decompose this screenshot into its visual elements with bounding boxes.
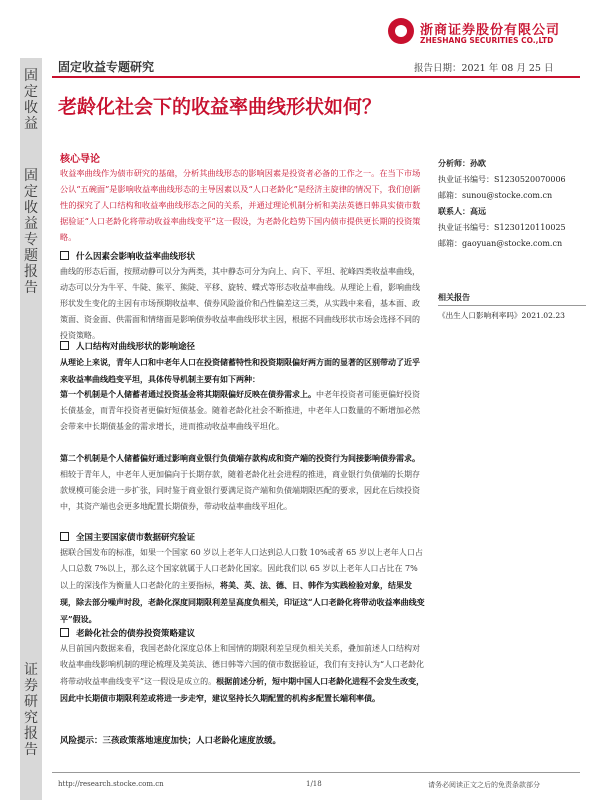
- sidebar-label-fixed-income: 固定收益: [24, 68, 38, 132]
- footer-url[interactable]: http://research.stocke.com.cn: [58, 780, 164, 788]
- section-heading-3: 全国主要国家债市数据研究验证: [60, 531, 195, 543]
- core-heading: 核心导论: [60, 154, 100, 165]
- header-divider: [52, 76, 580, 78]
- mechanism-1: 第一个机制是个人储蓄者通过投资基金将其期限偏好反映在债券需求上。中老年投资者可能更偏好投资长债基金，而青年投资者更偏好短债基金。随着老龄化社会不断推进，中老年人口数量的不断增加必然会带来中长期债基金的需求增长，进而推动收益率曲线平坦化。: [60, 389, 420, 431]
- report-date: 报告日期：2021 年 08 月 25 日: [414, 63, 554, 74]
- sidebar-label-report-type: 固定收益专题报告: [24, 168, 38, 296]
- mechanism-2: 第二个机制是个人储蓄偏好通过影响商业银行负债端存款构成和资产端的投资行为间接影响债券需求。相较于青年人，中老年人更加偏向于长期存款，随着老龄化社会进程的推进，商业银行负债端的长期存款规模可能会进一步扩张，同时鉴于商业银行要满足资产端和负债端期限匹配的要求，因此在后续投资中，其资产端也会更多地配置长期债券，带动收益率曲线平坦化。: [60, 453, 420, 511]
- related-divider: [438, 305, 586, 306]
- footer-disclaimer: 请务必阅读正文之后的免责条款部分: [428, 781, 540, 789]
- related-heading: 相关报告: [438, 293, 470, 302]
- section-heading-4: 老龄化社会的债券投资策略建议: [60, 627, 195, 639]
- analyst-email: 邮箱：sunou@stocke.com.cn: [438, 191, 553, 200]
- section-text-3: 据联合国发布的标准，如果一个国家 60 岁以上老年人口达到总人口数 10%或者 65 岁以上老年人口占人口总数 7%以上，那么这个国家就属于人口老龄化国家。因此我们以 65 岁以上老年人口占比在 7%以上的深浅作为衡量人口老龄化的主要指标，将美、英、法、德、日、韩作为实践检验对象，结果发现，除去部分噪声时段，老龄化深度同期限利差呈高度负相关，印证这“人口老龄化将带动收益率曲线变平”假设。: [60, 548, 425, 624]
- section-text-4: 从目前国内数据来看，我国老龄化深度总体上和国情的期限利差呈现负相关关系，叠加前述人口结构对收益率曲线影响机制的理论梳理及美英法、德日韩等六国的债市数据验证，我们有支持认为“人口老龄化将带动收益率曲线变平”这一假设是成立的。根据前述分析，短中期中国人口老龄化进程不会发生改变，因此中长期债市期限利差或将进一步走窄，建议坚持长久期配置的机构多配置长端利率债。: [60, 644, 425, 703]
- analyst-cert: 执业证书编号：S1230520070006: [438, 175, 566, 184]
- contact-cert: 执业证书编号：S1230120110025: [438, 223, 566, 232]
- report-title: 老龄化社会下的收益率曲线形状如何？: [58, 96, 382, 118]
- checkbox-square-icon: [60, 341, 69, 350]
- risk-note: 风险提示：三孩政策落地速度加快；人口老龄化速度放缓。: [60, 736, 282, 746]
- brand-logo-icon: [388, 18, 414, 44]
- analyst-block: 分析师：孙欧 执业证书编号：S1230520070006 邮箱：sunou@stocke.com.cn 联系人：高远 执业证书编号：S1230120110025 邮箱：gaoyuan@stocke.com.cn: [438, 156, 588, 252]
- section-label: 固定收益专题研究: [58, 60, 155, 74]
- core-intro-text: 收益率曲线作为债市研究的基础，分析其曲线形态的影响因素是投资者必备的工作之一。在当下市场公认“五碗面”是影响收益率曲线形态的主导因素以及“人口老龄化”是经济主旋律的情况下，我们创新性的探究了人口结构和收益率曲线形态之间的关系，并通过理论机制分析和美法英德日韩具实债市数据验证“人口老龄化将带动收益率曲线变平”这一假设，为老龄化趋势下国内债市提供更长期的投资策略。: [60, 168, 421, 242]
- sidebar-label-research: 证券研究报告: [24, 662, 38, 758]
- brand-name-en: ZHESHANG SECURITIES CO.,LTD: [420, 36, 554, 45]
- section-heading-1: 什么因素会影响收益率曲线形状: [60, 250, 195, 262]
- section-text-1: 曲线的形态后面，按照动静可以分为两类，其中静态可分为向上、向下、平坦、驼峰四类收益率曲线，动态可以分为牛平、牛陡、熊平、熊陡、平移、旋转、蝶式等形态收益率曲线。从理论上看，影响曲线形状发生变化的主因有市场预期收益率、债券风险溢价和凸性偏差这三类，从实践中来看，基本面、政策面、资金面、供需面和情绪面是影响债券收益率曲线形状主因，根据不同曲线形状市场会选择不同的投资策略。: [60, 267, 420, 340]
- brand-name-cn: 浙商证券股份有限公司: [420, 23, 561, 38]
- section-heading-2: 人口结构对曲线形状的影响途径: [60, 340, 195, 352]
- checkbox-square-icon: [60, 628, 69, 637]
- footer-divider: [52, 772, 580, 773]
- contact-email: 邮箱：gaoyuan@stocke.com.cn: [438, 239, 563, 248]
- related-report-link[interactable]: 《出生人口影响利率吗》2021.02.23: [438, 311, 566, 320]
- checkbox-square-icon: [60, 532, 69, 541]
- checkbox-square-icon: [60, 251, 69, 260]
- page-number: 1/18: [306, 780, 322, 788]
- left-sidebar: [20, 58, 42, 800]
- section-lead-2: 从理论上来说，青年人口和中老年人口在投资储蓄特性和投资期限偏好两方面的显著的区别带动了近乎来收益率曲线趋变平坦，具体传导机制主要有如下两种：: [60, 357, 420, 384]
